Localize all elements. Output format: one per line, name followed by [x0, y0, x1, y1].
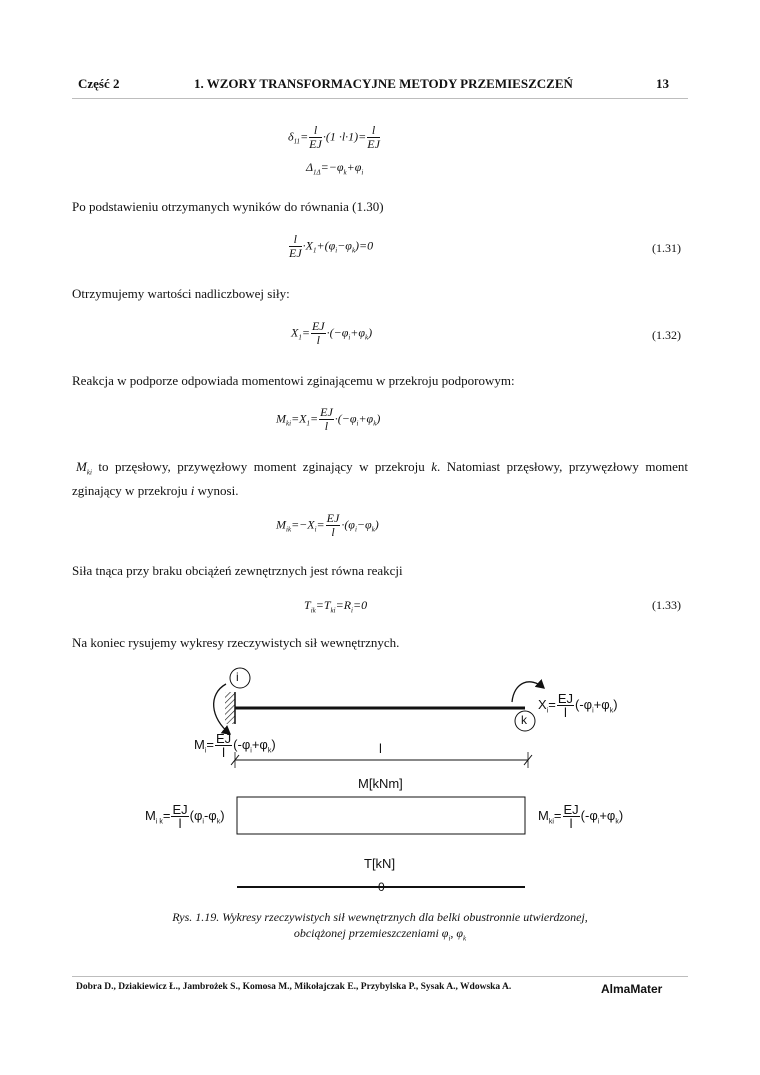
- paragraph-6: Na koniec rysujemy wykresy rzeczywistych sił wewnętrznych.: [72, 635, 400, 650]
- span-length-label: l: [379, 741, 382, 756]
- shear-zero-label: 0: [378, 880, 385, 894]
- equation-number-1-31: (1.31): [652, 241, 681, 255]
- equation-number-1-33: (1.33): [652, 598, 681, 612]
- shear-diagram-title: T[kN]: [364, 856, 396, 871]
- moment-diagram-title: M[kNm]: [358, 776, 403, 791]
- paragraph-1: Po podstawieniu otrzymanych wyników do równania (1.30): [72, 199, 384, 214]
- mik-label: $M_{i k}=$ $\frac{EJ}{l}$ $(\varphi_i-\varphi_k)$: [145, 802, 225, 831]
- node-i-circle: [230, 668, 250, 688]
- footer-rule: [72, 976, 688, 977]
- moment-diagram: [237, 797, 525, 834]
- node-i-label: i: [236, 670, 239, 684]
- paragraph-4: $M_{ki}$ to przęsłowy, przywęzłowy moment zginający w przekroju k. Natomiast przęsłowy, przywęzłowy moment zginający w przekroju i wynosi.: [72, 459, 688, 498]
- footer-authors: Dobra D., Dziakiewicz Ł., Jambrożek S., Komosa M., Mikołajczak E., Przybylska P., Sysak A., Wdowska A.: [76, 982, 512, 992]
- mki-label: $M_{ki}=$ $\frac{EJ}{l}$ $(-\varphi_i+\varphi_k)$: [538, 802, 624, 831]
- figure-caption-line2: obciążonej przemieszczeniami $\varphi_i$, $\varphi_k$: [293, 926, 467, 943]
- equation-delta1: $\Delta_{1\Delta}=-\varphi_k+\varphi_i$: [306, 160, 364, 177]
- header-title: 1. WZORY TRANSFORMACYJNE METODY PRZEMIESZCZEŃ: [194, 76, 573, 91]
- header-part: Część 2: [78, 76, 120, 91]
- mi-top-label: $M_i=$ $\frac{EJ}{l}$ $(-\varphi_i+\varphi_k)$: [194, 731, 276, 760]
- xi-label: $X_i=$ $\frac{EJ}{l}$ $(-\varphi_i+\varphi_k)$: [538, 691, 618, 720]
- equation-number-1-32: (1.32): [652, 328, 681, 342]
- figure-caption-line1: Rys. 1.19. Wykresy rzeczywistych sił wewnętrznych dla belki obustronnie utwierdzonej,: [172, 910, 588, 924]
- equation-mki: $M_{ki}=X_1=$ $\frac{EJ}{l}$ $\cdot(-\varphi_i+\varphi_k)$: [276, 405, 381, 433]
- equation-1-31: $\frac{l}{EJ}$ $\cdot X_1+(\varphi_i-\varphi_k)=0$: [289, 232, 374, 260]
- page-number: 13: [656, 76, 669, 91]
- equation-1-33: $T_{ik}=T_{ki}=R_i=0$: [304, 598, 368, 615]
- equation-1-32: $X_1=$ $\frac{EJ}{l}$ $\cdot(-\varphi_i+\varphi_k)$: [291, 319, 373, 347]
- paragraph-5: Siła tnąca przy braku obciążeń zewnętrznych jest równa reakcji: [72, 563, 403, 578]
- footer-brand: AlmaMater: [601, 982, 663, 996]
- paragraph-2: Otrzymujemy wartości nadliczbowej siły:: [72, 286, 290, 301]
- node-k-label: k: [521, 713, 527, 727]
- paragraph-3: Reakcja w podporze odpowiada momentowi zginającemu w przekroju podporowym:: [72, 373, 515, 388]
- equation-mik: $M_{ik}=-X_i=$ $\frac{EJ}{l}$ $\cdot(\varphi_i-\varphi_k)$: [276, 511, 379, 539]
- equation-delta11: $\delta_{11}=$ $\frac{l}{EJ}$ ·(1 ·l·1)= $\frac{l}{EJ}$: [288, 123, 380, 151]
- fixed-support-hatch: [225, 692, 235, 724]
